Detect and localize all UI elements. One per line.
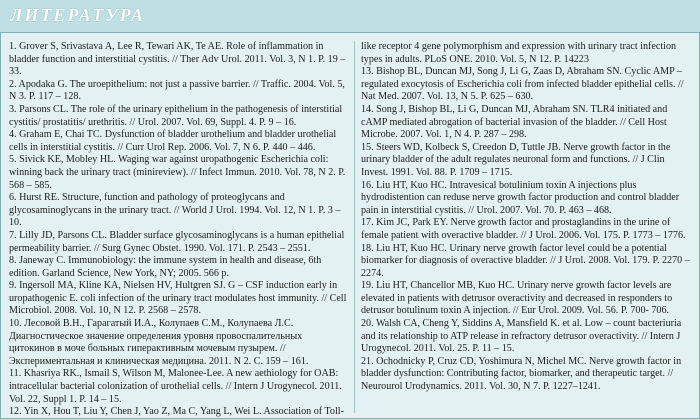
reference-item: 10. Лесовой В.Н., Гарагатый И.А., Колупаев С.М., Колупаева Л.С. Диагностическое значение определения уровня провоспалительных цитокинов в моче больных гиперактивным мочевым пузырем. // Экспериментальная и клиническая медицина. 2011. N 2. C. 159 – 161.: [9, 318, 309, 367]
references-left-column: [9, 41, 350, 419]
reference-item: 8. Janeway C. Immunobiology: the immune system in health and disease, 6th edition. Garland Science, New York, NY; 2005. 566 p.: [9, 255, 322, 279]
reference-item: 21. Ochodnicky P, Cruz CD, Yoshimura N, Michel MC. Nerve growth factor in bladder dysfunction: Contributing factor, biomarker, and therapeutic target. // Neurourol Urodynamics. 2011. Vol. 30, N 7. P. 1227–1241.: [361, 355, 682, 393]
reference-item: 7. Lilly JD, Parsons CL. Bladder surface glycosaminoglycans is a human epithelial permeability barrier. // Surg Gynec Obstet. 1990. Vol. 171. P. 2543 – 2551.: [9, 229, 345, 254]
reference-item: 13. Bishop BL, Duncan MJ, Song J, Li G, Zaas D, Abraham SN. Cyclic AMP – regulated exocytosis of Escherichia coli from infected bladder epithelial cells. // Nat Med. 2007. Vol. 13, N 5. P. 625 – 630.: [361, 66, 684, 103]
reference-item: 19. Liu HT, Chancellor MB, Kuo HC. Urinary nerve growth factor levels are elevated in patients with detrusor overactivity and decreased in responders to detrusor botulinum toxin A injection. // Eur Urol. 2009. Vol. 56. P. 700- 706.: [361, 280, 673, 317]
reference-item: 2. Apodaka G. The uroepithelium: not just a passive barrier. // Traffic. 2004. Vol. 5, N 3. P. 117 – 128.: [9, 78, 345, 103]
reference-item: 11. Khasriya RK., Ismail S, Wilson M, Malonee-Lee. A new aethiology for OAB: intracellular bacterial colonization of urothelial cells. // Intern J Urogynecol. 2011. Vol. 22, Suppl 1. P. 14 – 15.: [9, 368, 342, 405]
reference-item: 14. Song J, Bishop BL, Li G, Duncan MJ, Abraham SN. TLR4 initiated and cAMP mediated abrogation of bacterial invasion of the bladder. // Cell Host Microbe. 2007. Vol. 1, N 4. P. 287 – 298.: [361, 103, 668, 141]
section-title: ЛИТЕРАТУРА: [10, 5, 146, 25]
column-divider: [354, 41, 355, 413]
reference-item: 1. Grover S, Srivastava A, Lee R, Tewari AK, Te AE. Role of inflammation in bladder function and interstitial cystitis. // Ther Adv Urol. 2011. Vol. 3, N 1. P. 19 – 33.: [9, 41, 346, 78]
reference-item: 16. Liu HT, Kuo HC. Intravesical botulinium toxin A injections plus hydrodistention can reduse nerve growth factor production and control bladder pain in interstitial cystitis. // Urol. 2007. Vol. 70. P. 463 – 468.: [361, 179, 680, 216]
reference-item: 6. Hurst RE. Structure, function and pathology of proteoglycans and glycosaminoglycans in the urinary tract. // World J Urol. 1994. Vol. 12, N 1. P. 3 – 10.: [9, 192, 341, 229]
reference-item: 18. Liu HT, Kuo HC. Urinary nerve growth factor level could be a potential biomarker for diagnosis of overactive bladder. // J Urol. 2008. Vol. 179. P. 2270 – 2274.: [361, 242, 690, 279]
reference-item: 20. Walsh CA, Cheng Y, Siddins A, Mansfield K. et al. Low – count bacteriuria and its relationship to ATP release in refractory detrusor overactivity. // Intern J Urogynecol. 2011. Vol. 25. P. 11 – 15.: [361, 318, 682, 355]
reference-item: 5. Sivick KE, Mobley HL. Waging war against uropathogenic Escherichia coli: winning back the urinary tract (minireview). // Infect Immun. 2010. Vol. 78, N 2. P. 568 – 585.: [9, 154, 346, 191]
reference-item: 3. Parsons CL. The role of the urinary epithelium in the pathogenesis of interstitial cystitis/ prostatitis/ urethritis. // Urol. 2007. Vol. 69, Suppl. 4. P. 9 – 16.: [9, 103, 343, 128]
reference-item: 17. Kim JC, Park EY. Nerve growth factor and prostaglandins in the urine of female patient with overactive bladder. // J Urol. 2006. Vol. 175. P. 1773 – 1776.: [361, 217, 686, 241]
section-header: [0, 0, 700, 32]
reference-item: 9. Ingersoll MA, Kline KA, Nielsen HV, Hultgren SJ. G – CSF induction early in uropathogenic E. coli infection of the urinary tract modulates host immunity. // Cell Microbiol. 2008. Vol. 10, N 12. P. 2568 – 2578.: [9, 280, 347, 317]
references-box: [0, 32, 700, 419]
reference-item: like receptor 4 gene polymorphism and expression with urinary tract infection types in adults. PLoS ONE. 2010. Vol. 5, N 12. P. 14223: [361, 41, 677, 65]
reference-item: 12. Yin X, Hou T, Liu Y, Chen J, Yao Z, Ma C, Yang L, Wei L. Association of Toll-: [9, 406, 344, 418]
reference-item: 15. Steers WD, Kolbeck S, Creedon D, Tuttle JB. Nerve growth factor in the urinary bladder of the adult regulates neuronal form and functions. // J Clin Invest. 1991. Vol. 88. P. 1709 – 1715.: [361, 141, 671, 178]
reference-item: 4. Graham E, Chai TC. Dysfunction of bladder urothelium and bladder urothelial cells in interstitial cystitis. // Curr Urol Rep. 2006. Vol. 7, N 6. P. 440 – 446.: [9, 129, 337, 153]
references-right-column: [361, 41, 694, 394]
